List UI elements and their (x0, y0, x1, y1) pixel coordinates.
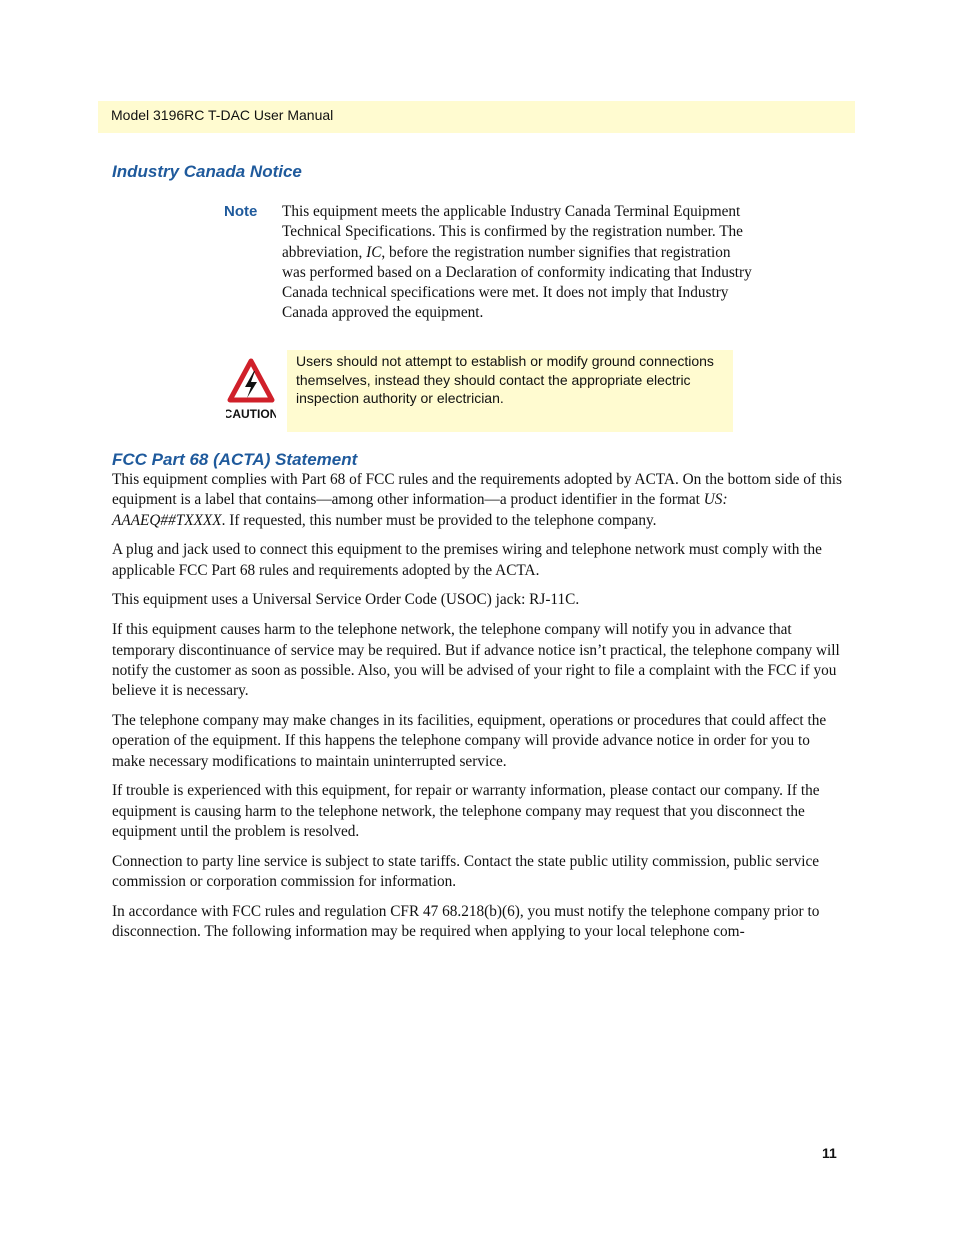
paragraph-4: If this equipment causes harm to the telephone network, the telephone company will notify you in advance that temporary discontinuance of service may be required. But if advance notice isn’t practical, the telephone company will notify the customer as soon as possible. Also, you will be advised of your right to file a complaint with the FCC if you believe it is necessary. (112, 621, 840, 700)
caution-icon (226, 358, 276, 424)
caution-label: CAUTION (226, 407, 276, 421)
paragraph-5: The telephone company may make changes in its facilities, equipment, operations or procedures that could affect the operation of the equipment. If this happens the telephone company will provide advance notice in order for you to make necessary modifications to maintain uninterrupted service. (112, 711, 827, 770)
paragraph-3: This equipment uses a Universal Service Order Code (USOC) jack: RJ-11C. (112, 591, 580, 609)
paragraph-6: If trouble is experienced with this equipment, for repair or warranty information, please contact our company. If the equipment is causing harm to the telephone network, the telephone company may request that you disconnect the equipment until the problem is resolved. (112, 782, 820, 840)
note-emphasis: IC (366, 243, 382, 261)
fcc-heading: FCC Part 68 (ACTA) Statement (112, 450, 358, 469)
paragraph-7: Connection to party line service is subject to state tariffs. Contact the state public utility commission, public service commission or corporation commission for information. (112, 852, 820, 891)
note-label: Note (224, 203, 258, 220)
paragraph-2: A plug and jack used to connect this equipment to the premises wiring and telephone network must comply with the applicable FCC Part 68 rules and requirements adopted by the ACTA. (112, 541, 822, 579)
note-text: This equipment meets the applicable Industry Canada Terminal Equipment Technical Specifications. This is confirmed by the registration number. The abbreviation, IC, before the registration number signifies that registration was performed based on a Declaration of conformity indicating that Industry Canada technical specifications were met. It does not imply that Industry Canada approved the equipment. (282, 203, 752, 322)
page-number: 11 (822, 1145, 837, 1161)
industry-canada-heading: Industry Canada Notice (112, 162, 302, 181)
caution-text: Users should not attempt to establish or modify ground connections themselves, instead they should contact the appropriate electric inspection authority or electrician. (296, 353, 714, 406)
product-identifier: US: AAAEQ##TXXXX (112, 491, 728, 529)
paragraph-1: This equipment complies with Part 68 of FCC rules and the requirements adopted by ACTA. On the bottom side of this equipment is a label that contains—among other information—a product identifier in the format US: AAAEQ##TXXXX. If requested, this number must be provided to the telephone company. (112, 471, 842, 529)
manual-title: Model 3196RC T-DAC User Manual (111, 107, 334, 123)
fcc-body (112, 470, 844, 952)
running-header (98, 101, 855, 133)
caution-box (287, 350, 733, 432)
paragraph-8: In accordance with FCC rules and regulation CFR 47 68.218(b)(6), you must notify the telephone company prior to disconnection. The following information may be required when applying to your local telephone com- (112, 902, 820, 941)
